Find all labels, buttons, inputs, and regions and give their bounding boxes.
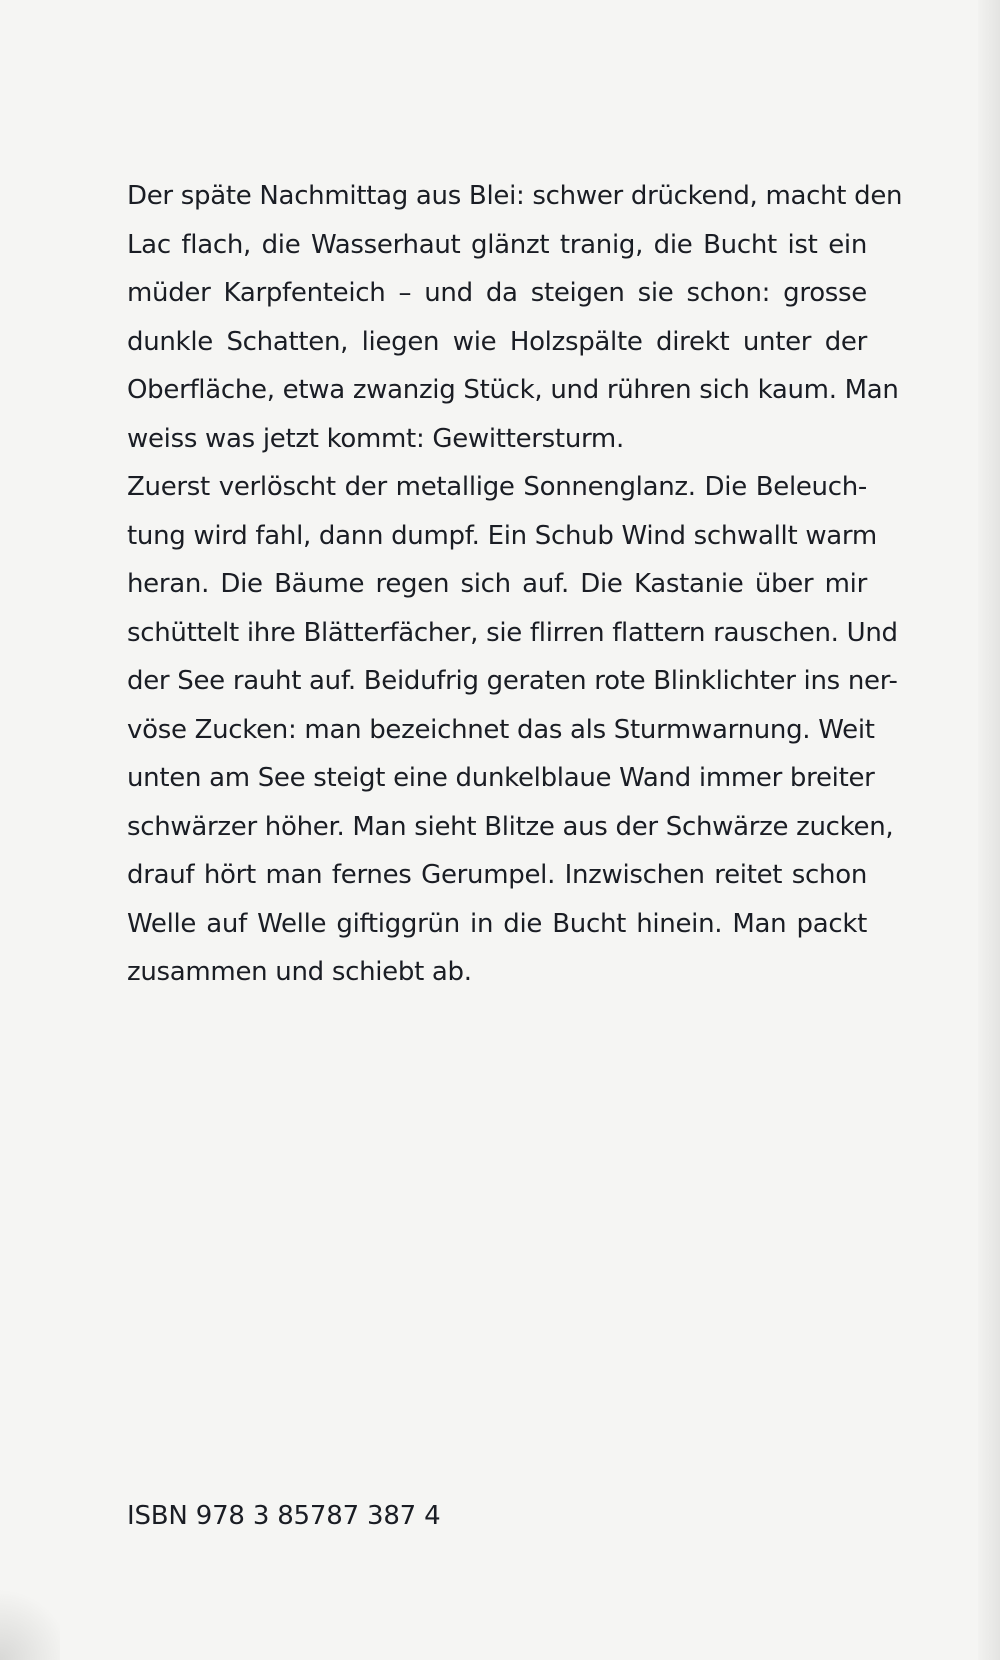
blurb-text <box>127 172 903 997</box>
text-line: heran. Die Bäume regen sich auf. Die Kastanie über mir <box>127 569 867 599</box>
text-line: weiss was jetzt kommt: Gewittersturm. <box>127 423 624 454</box>
text-line: Welle auf Welle giftiggrün in die Bucht hinein. Man packt <box>127 908 867 939</box>
text-line: Lac flach, die Wasserhaut glänzt tranig, die Bucht ist ein <box>127 229 867 260</box>
text-line: Der späte Nachmittag aus Blei: schwer drückend, macht den <box>127 181 903 211</box>
text-line: tung wird fahl, dann dumpf. Ein Schub Wind schwallt warm <box>127 520 877 551</box>
text-line: müder Karpfenteich – und da steigen sie schon: grosse <box>127 278 867 308</box>
text-line: unten am See steigt eine dunkelblaue Wand immer breiter <box>127 763 875 793</box>
text-line: schwärzer höher. Man sieht Blitze aus der Schwärze zucken, <box>127 811 894 842</box>
text-line: Oberfläche, etwa zwanzig Stück, und rühren sich kaum. Man <box>127 375 899 405</box>
text-line: Zuerst verlöscht der metallige Sonnenglanz. Die Beleuch- <box>127 472 867 502</box>
text-line: schüttelt ihre Blätterfächer, sie flirren flattern rauschen. Und <box>127 617 898 648</box>
text-line: der See rauht auf. Beidufrig geraten rote Blinklichter ins ner- <box>127 666 898 696</box>
text-line: dunkle Schatten, liegen wie Holzspälte direkt unter der <box>127 326 867 357</box>
text-line: zusammen und schiebt ab. <box>127 957 472 987</box>
paragraph-1 <box>127 172 903 463</box>
cover-edge-shadow <box>978 0 1000 1660</box>
isbn-number: ISBN 978 3 85787 387 4 <box>127 1501 441 1531</box>
cover-corner-shadow <box>0 1580 60 1660</box>
paragraph-2 <box>127 463 898 997</box>
text-line: vöse Zucken: man bezeichnet das als Sturmwarnung. Weit <box>127 714 875 745</box>
text-line: drauf hört man fernes Gerumpel. Inzwischen reitet schon <box>127 860 867 890</box>
